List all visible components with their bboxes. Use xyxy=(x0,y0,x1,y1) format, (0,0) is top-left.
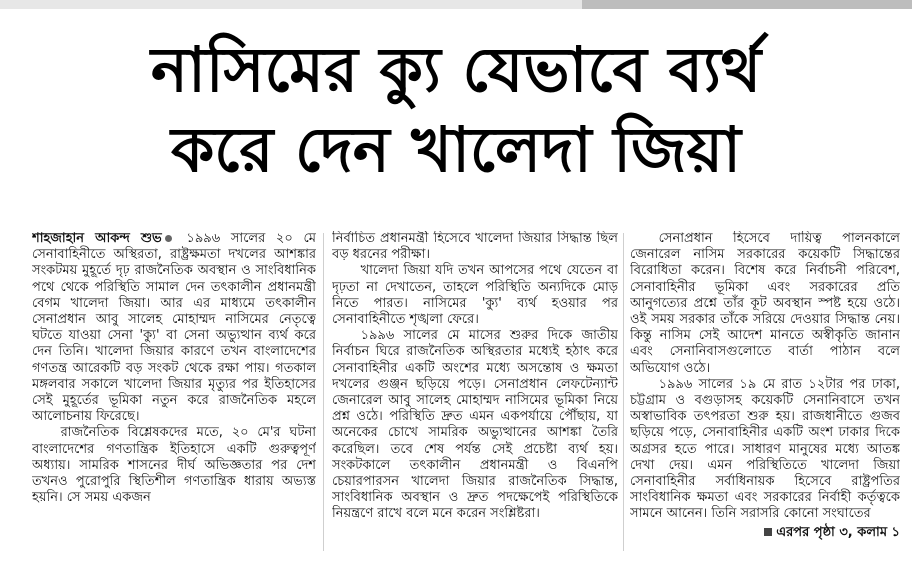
headline xyxy=(20,30,892,190)
article-paragraph: ১৯৯৬ সালের ১৯ মে রাত ১২টার পর ঢাকা, চট্টগ্রাম ও বগুড়াসহ কয়েকটি সেনানিবাসে তখন অস্বাভাবিক তৎপরতা শুরু হয়। রাজধানীতে গুজব ছড়িয়ে পড়ে, সেনাবাহিনীর একটি অংশ ঢাকার দিকে অগ্রসর হতে পারে। সাধারণ মানুষের মধ্যে আতঙ্ক দেখা দেয়। এমন পরিস্থিতিতে খালেদা জিয়া সেনাবাহিনীর সর্বাধিনায়ক হিসেবে রাষ্ট্রপতির সাংবিধানিক ক্ষমতা এবং সরকারের নির্বাহী কর্তৃত্বকে সামনে আনেন। তিনি সরাসরি কোনো সংঘাতের xyxy=(630,376,900,522)
continuation-note xyxy=(630,525,900,541)
continuation-text: এরপর পৃষ্ঠা ৩, কলাম ১ xyxy=(776,524,900,540)
article-paragraph: রাজনৈতিক বিশ্লেষকদের মতে, ২০ মে'র ঘটনা বাংলাদেশের গণতান্ত্রিক ইতিহাসে একটি গুরুত্বপূর্ণ অধ্যায়। সামরিক শাসনের দীর্ঘ অভিজ্ঞতার পর দেশ তখনও পুরোপুরি স্থিতিশীল গণতান্ত্রিক ধারায় অভ্যস্ত হয়নি। সে সময় একজন xyxy=(32,425,316,506)
paragraph-text: ১৯৯৬ সালের ২০ মে সেনাবাহিনীতে অস্থিরতা, রাষ্ট্রক্ষমতা দখলের আশঙ্কার সংকটময় মুহূর্তে দৃঢ় রাজনৈতিক অবস্থান ও সাংবিধানিক পথে থেকে পরিস্থিতি সামাল দেন তৎকালীন প্রধানমন্ত্রী বেগম খালেদা জিয়া। আর এর মাধ্যমে তৎকালীন সেনাপ্রধান আবু সালেহ মোহাম্মদ নাসিমের নেতৃত্বে ঘটতে যাওয়া সেনা 'ক্যু' বা সেনা অভ্যুত্থান ব্যর্থ করে দেন তিনি। খালেদা জিয়ার কারণে তখন বাংলাদেশের গণতন্ত্র আরেকটি বড় সংকট থেকে রক্ষা পায়। গতকাল মঙ্গলবার সকালে খালেদা জিয়ার মৃত্যুর পর ইতিহাসের সেই মুহূর্তের ভূমিকা নতুন করে রাজনৈতিক মহলে আলোচনায় ফিরেছে। xyxy=(32,231,316,425)
byline: শাহজাহান আকন্দ শুভ xyxy=(32,231,162,246)
article-paragraph: খালেদা জিয়া যদি তখন আপসের পথে যেতেন বা দৃঢ়তা না দেখাতেন, তাহলে পরিস্থিতি অন্যদিকে মোড় নিতে পারত। নাসিমের 'ক্যু' ব্যর্থ হওয়ার পর সেনাবাহিনীতে শৃঙ্খলা ফেরে। xyxy=(332,263,618,328)
column-divider xyxy=(323,233,324,551)
article-column-3 xyxy=(630,231,900,553)
article-column-2 xyxy=(332,231,618,553)
article-column-1 xyxy=(32,231,316,553)
article-paragraph: নির্বাচিত প্রধানমন্ত্রী হিসেবে খালেদা জিয়ার সিদ্ধান্ত ছিল বড় ধরনের পরীক্ষা। xyxy=(332,231,618,263)
page-top-bar-dark xyxy=(582,0,912,9)
headline-line-1: নাসিমের ক্যু যেভাবে ব্যর্থ xyxy=(150,33,762,106)
article-paragraph: সেনাপ্রধান হিসেবে দায়িত্ব পালনকালে জেনারেল নাসিম সরকারের কয়েকটি সিদ্ধান্তের বিরোধিতা করেন। বিশেষ করে নির্বাচনী পরিবেশ, সেনাবাহিনীর ভূমিকা এবং সরকারের প্রতি আনুগত্যের প্রশ্নে তাঁর কূট অবস্থান স্পষ্ট হয়ে ওঠে। ওই সময় সরকার তাঁকে সরিয়ে দেওয়ার সিদ্ধান্ত নেয়। কিন্তু নাসিম সেই আদেশ মানতে অস্বীকৃতি জানান এবং সেনানিবাসগুলোতে বার্তা পাঠান বলে অভিযোগ ওঠে। xyxy=(630,231,900,376)
page-top-bar xyxy=(0,0,912,9)
article-paragraph xyxy=(32,231,316,425)
headline-line-2: করে দেন খালেদা জিয়া xyxy=(171,113,741,186)
square-bullet-icon xyxy=(764,528,772,536)
article-paragraph: ১৯৯৬ সালের মে মাসের শুরুর দিকে জাতীয় নির্বাচন ঘিরে রাজনৈতিক অস্থিরতার মধ্যেই হঠাৎ করে সেনাবাহিনীর একটি অংশের মধ্যে অসন্তোষ ও ক্ষমতা দখলের গুঞ্জন ছড়িয়ে পড়ে। সেনাপ্রধান লেফটেন্যান্ট জেনারেল আবু সালেহ মোহাম্মদ নাসিমের ভূমিকা নিয়ে প্রশ্ন ওঠে। পরিস্থিতি দ্রুত এমন একপর্যায়ে পৌঁছায়, যা অনেকের চোখে সামরিক অভ্যুত্থানের আশঙ্কা তৈরি করেছিল। তবে শেষ পর্যন্ত সেই প্রচেষ্টা ব্যর্থ হয়। সংকটকালে তৎকালীন প্রধানমন্ত্রী ও বিএনপি চেয়ারপারসন খালেদা জিয়ার রাজনৈতিক সিদ্ধান্ত, সাংবিধানিক অবস্থান ও দ্রুত পদক্ষেপেই পরিস্থিতিকে নিয়ন্ত্রণে রাখে বলে মনে করেন সংশ্লিষ্টরা। xyxy=(332,328,618,522)
column-divider xyxy=(623,233,624,551)
byline-bullet-icon xyxy=(165,235,172,242)
